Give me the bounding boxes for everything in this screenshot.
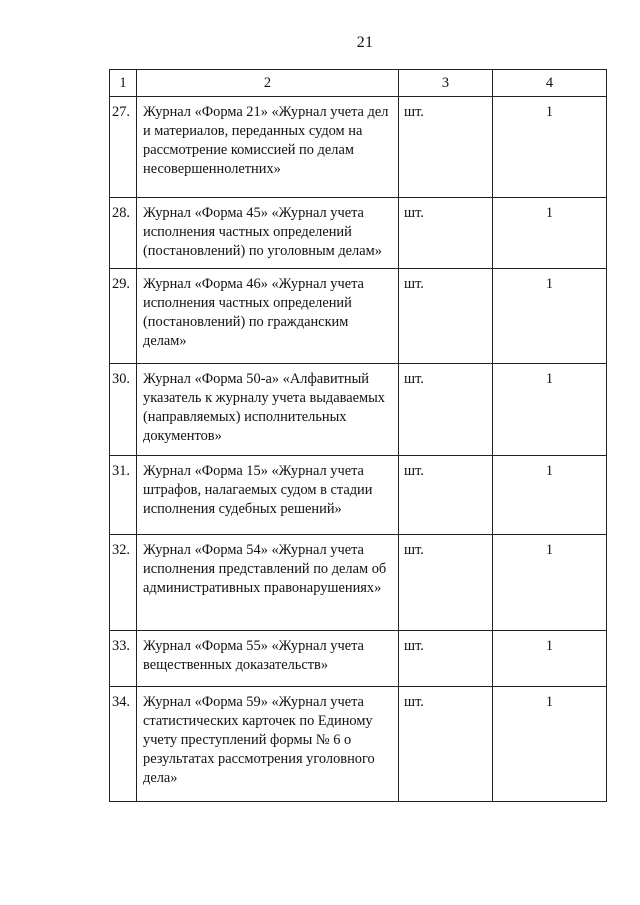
table-row [110,535,607,631]
quantity: 1 [493,631,607,687]
table-row [110,687,607,802]
table-row [110,97,607,198]
table-row [110,269,607,364]
row-number: 27. [110,97,137,198]
unit: шт. [399,97,493,198]
unit: шт. [399,631,493,687]
page-number: 21 [356,34,374,51]
column-header-1: 1 [110,70,137,97]
journal-title: Журнал «Форма 54» «Журнал учета исполнения представлений по делам об административных правонарушениях» [137,535,399,631]
row-number: 28. [110,198,137,269]
row-number: 34. [110,687,137,802]
table-header-row [110,70,607,97]
quantity: 1 [493,198,607,269]
unit: шт. [399,535,493,631]
quantity: 1 [493,97,607,198]
row-number: 33. [110,631,137,687]
inventory-table [109,69,607,802]
table-row [110,364,607,456]
column-header-4: 4 [493,70,607,97]
journal-title: Журнал «Форма 21» «Журнал учета дел и материалов, переданных судом на рассмотрение комиссией по делам несовершеннолетних» [137,97,399,198]
unit: шт. [399,687,493,802]
table-row [110,631,607,687]
row-number: 32. [110,535,137,631]
column-header-3: 3 [399,70,493,97]
unit: шт. [399,456,493,535]
unit: шт. [399,269,493,364]
journal-title: Журнал «Форма 55» «Журнал учета вещественных доказательств» [137,631,399,687]
journal-title: Журнал «Форма 59» «Журнал учета статистических карточек по Единому учету преступлений формы № 6 о результатах рассмотрения уголовного дела» [137,687,399,802]
table-row [110,198,607,269]
journal-title: Журнал «Форма 46» «Журнал учета исполнения частных определений (постановлений) по гражданским делам» [137,269,399,364]
table-row [110,456,607,535]
row-number: 30. [110,364,137,456]
column-header-2: 2 [137,70,399,97]
quantity: 1 [493,269,607,364]
journal-title: Журнал «Форма 45» «Журнал учета исполнения частных определений (постановлений) по уголовным делам» [137,198,399,269]
quantity: 1 [493,687,607,802]
row-number: 29. [110,269,137,364]
journal-title: Журнал «Форма 15» «Журнал учета штрафов, налагаемых судом в стадии исполнения судебных решений» [137,456,399,535]
unit: шт. [399,364,493,456]
unit: шт. [399,198,493,269]
journal-title: Журнал «Форма 50-а» «Алфавитный указатель к журналу учета выдаваемых (направляемых) исполнительных документов» [137,364,399,456]
quantity: 1 [493,364,607,456]
row-number: 31. [110,456,137,535]
quantity: 1 [493,456,607,535]
quantity: 1 [493,535,607,631]
